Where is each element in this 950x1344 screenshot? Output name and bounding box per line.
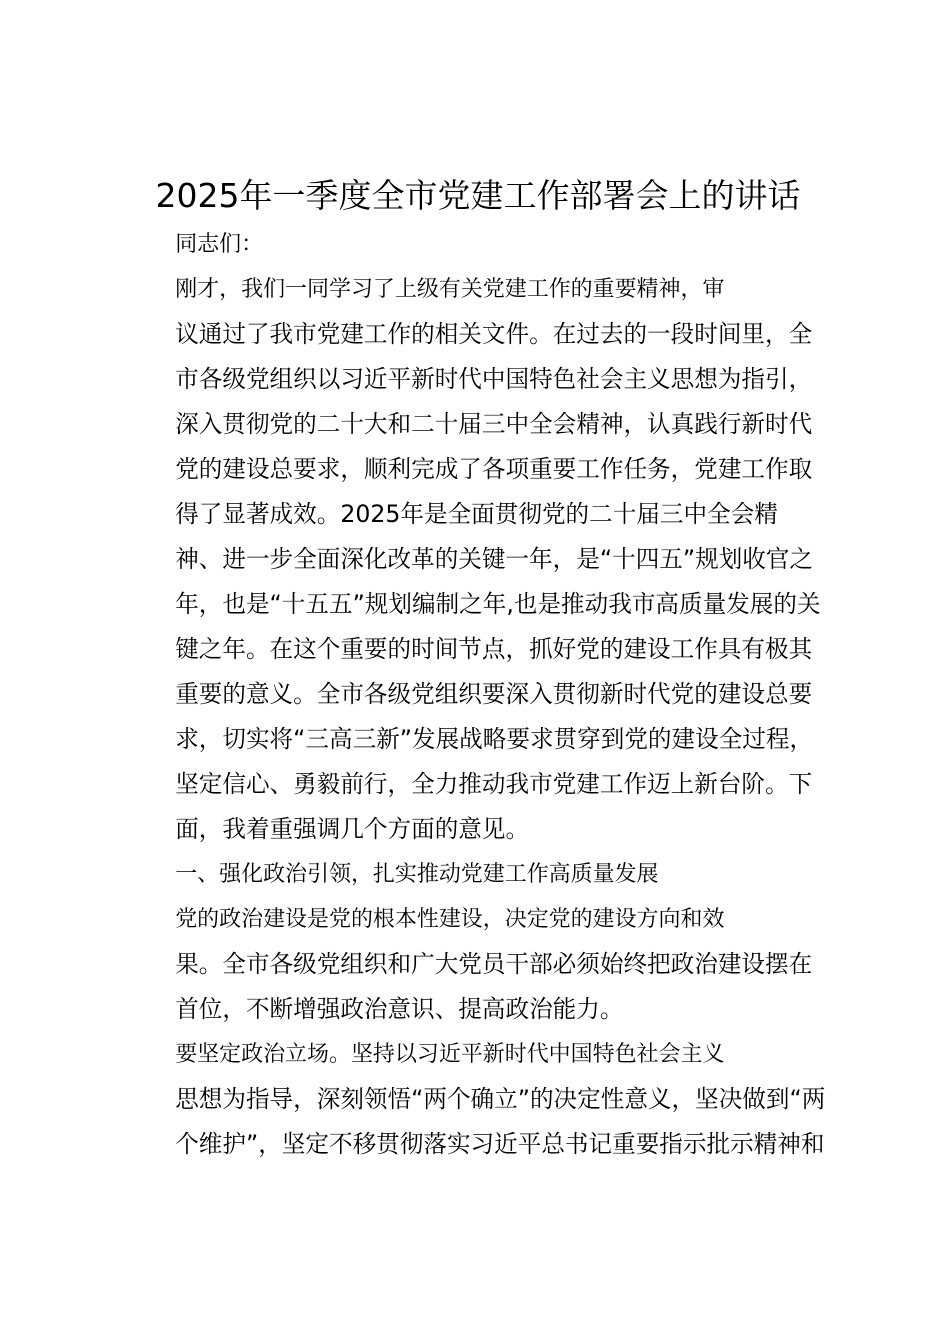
paragraph-line: 键之年。在这个重要的时间节点，抓好党的建设工作具有极其 [175, 635, 813, 663]
section-heading-text: 一、强化政治引领，扎实推动党建工作高质量发展 [175, 862, 659, 887]
salutation [128, 222, 828, 267]
paragraph-line: 首位，不断增强政治意识、提高政治能力。 [175, 995, 624, 1023]
paragraph-line: 市各级党组织以习近平新时代中国特色社会主义思想为指引， [175, 365, 813, 393]
paragraph-line: 要坚定政治立场。坚持以习近平新时代中国特色社会主义 [175, 1042, 725, 1067]
paragraph-line: 得了显著成效。2025年是全面贯彻党的二十届三中全会精 [175, 500, 778, 528]
paragraph-line: 重要的意义。全市各级党组织要深入贯彻新时代党的建设总要 [175, 680, 813, 708]
paragraph-line: 果。全市各级党组织和广大党员干部必须始终把政治建设摆在 [175, 950, 813, 978]
paragraph-line: 年，也是“十五五”规划编制之年,也是推动我市高质量发展的关 [175, 590, 821, 618]
section-heading-one [128, 852, 828, 897]
paragraph-line: 深入贯彻党的二十大和二十届三中全会精神，认真践行新时代 [175, 410, 813, 438]
document-body [128, 222, 828, 1167]
paragraph-line: 党的政治建设是党的根本性建设，决定党的建设方向和效 [175, 907, 725, 932]
salutation-text: 同志们： [175, 232, 264, 257]
paragraph-line: 坚定信心、勇毅前行，全力推动我市党建工作迈上新台阶。下 [175, 770, 813, 798]
paragraph-political-stance [128, 1032, 828, 1167]
paragraph-opening [128, 267, 828, 852]
paragraph-line: 面，我着重强调几个方面的意见。 [175, 815, 530, 843]
paragraph-line: 党的建设总要求，顺利完成了各项重要工作任务，党建工作取 [175, 455, 813, 483]
paragraph-political-building [128, 897, 828, 1032]
paragraph-line: 求，切实将“三高三新”发展战略要求贯穿到党的建设全过程， [175, 725, 814, 753]
paragraph-line: 个维护”，坚定不移贯彻落实习近平总书记重要指示批示精神和 [175, 1130, 825, 1158]
paragraph-line: 思想为指导，深刻领悟“两个确立”的决定性意义，坚决做到“两 [175, 1085, 826, 1113]
paragraph-line: 刚才，我们一同学习了上级有关党建工作的重要精神，审 [175, 277, 725, 302]
paragraph-line: 神、进一步全面深化改革的关键一年，是“十四五”规划收官之 [175, 545, 814, 573]
document-title: 2025年一季度全市党建工作部署会上的讲话 [155, 176, 801, 215]
paragraph-line: 议通过了我市党建工作的相关文件。在过去的一段时间里，全 [175, 320, 813, 348]
